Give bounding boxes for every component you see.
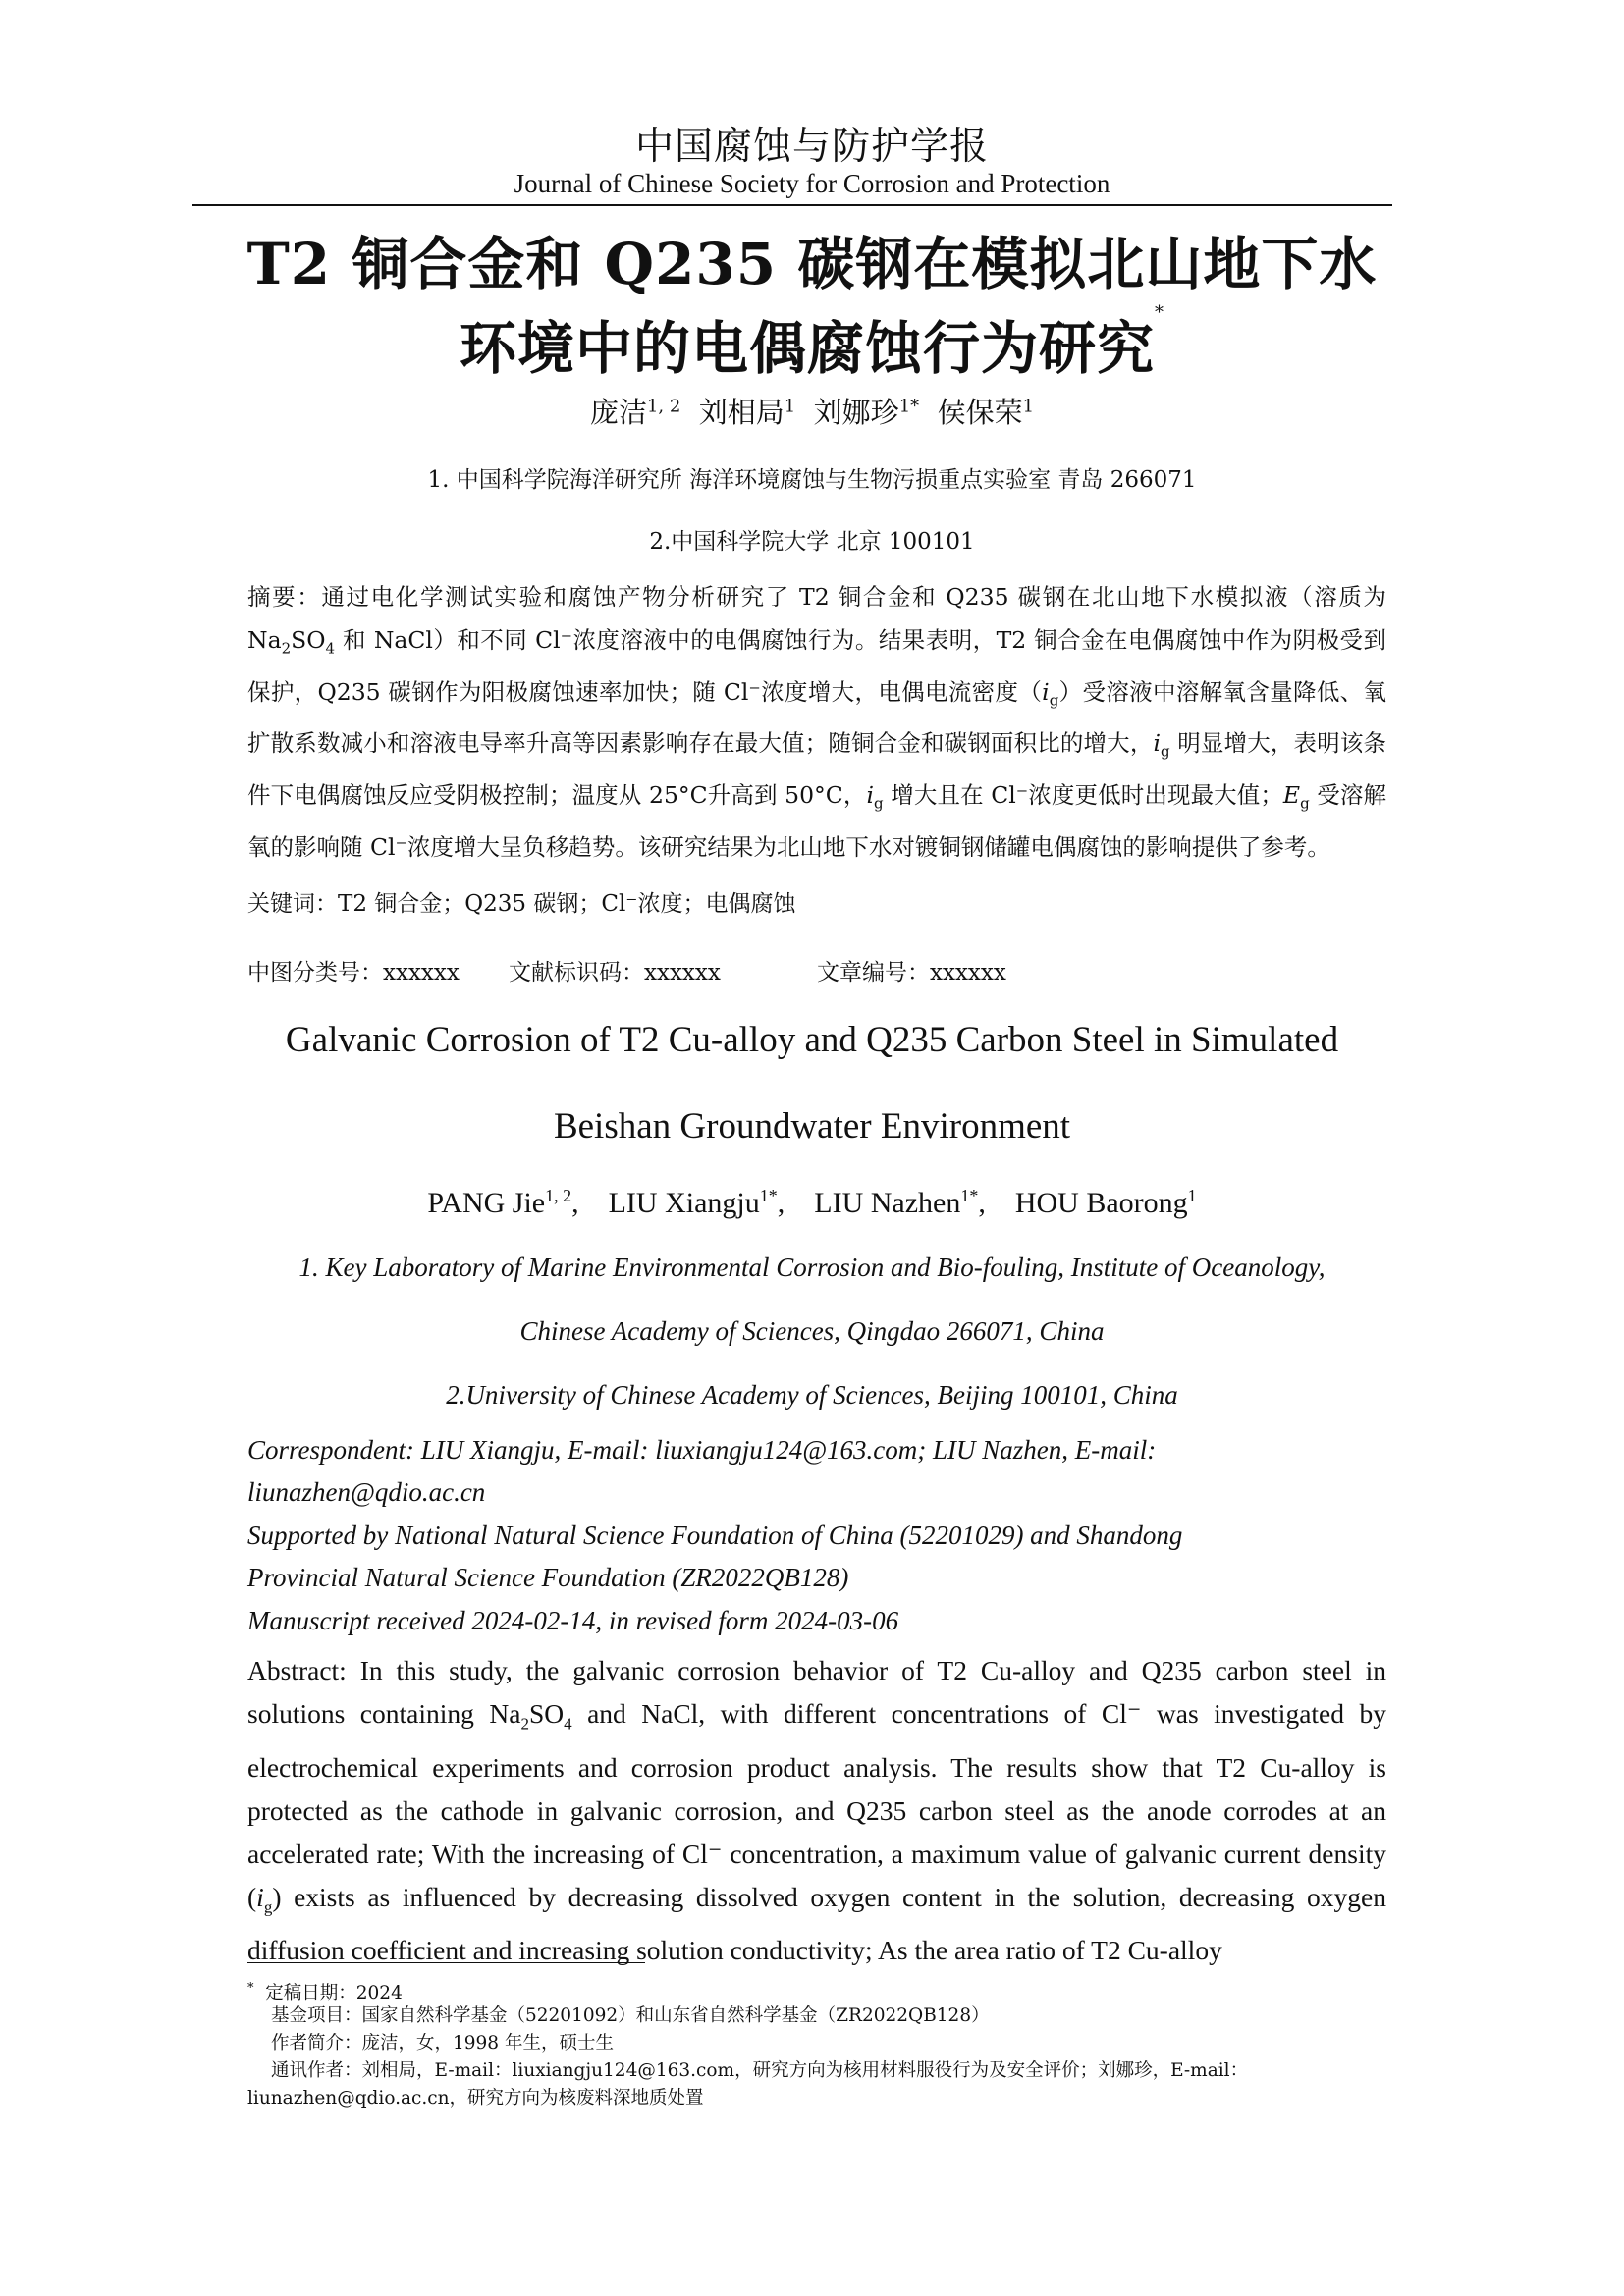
support-line1: Supported by National Natural Science Foundation of China (52201029) and Shandong [247, 1521, 1183, 1550]
keywords-text: T2 铜合金；Q235 碳钢；Cl⁻浓度；电偶腐蚀 [338, 891, 796, 917]
abstract-en-text: Abstract: In this study, the galvanic corrosion behavior of T2 Cu-alloy and Q235 carbon steel in solutions containing Na [247, 1655, 1386, 1729]
article-number-value: xxxxxx [930, 960, 1006, 986]
author-en-sup: 1* [960, 1186, 979, 1205]
authors-en: PANG Jie$^{1, 2}$, LIU Xiangju$^{1*}$, LIU Nazhen$^{1*}$, HOU Baorong$^1$ [427, 1186, 1197, 1219]
footnote-contact-line2: liunazhen@qdio.ac.cn，研究方向为核废料深地质处置 [247, 2088, 704, 2109]
journal-name-en: Journal of Chinese Society for Corrosion and Protection [514, 169, 1110, 198]
subscript: g [263, 1897, 273, 1916]
correspondent-line2: liunazhen@qdio.ac.cn [247, 1477, 486, 1507]
author-cn-name: 侯保荣 [937, 396, 1023, 429]
subscript: 2 [281, 639, 292, 658]
doc-label: 文献标识码： [509, 960, 644, 986]
author-en-4 [1015, 1187, 1197, 1219]
title-en-line1: Galvanic Corrosion of T2 Cu-alloy and Q235 Carbon Steel in Simulated [285, 1020, 1339, 1060]
footnote-contact-line1: 通讯作者：刘相局，E-mail：liuxiangju124@163.com，研究方向为核用材料服役行为及安全评价；刘娜珍，E-mail： [271, 2060, 1249, 2081]
header-rule [192, 204, 1392, 206]
author-cn-4 [938, 396, 1034, 429]
abstract-en-text: ) exists as influenced by decreasing dissolved oxygen content in the solution, decreasing oxygen diffusion coefficient and increasing solution conductivity; As the area ratio of T2 Cu-alloy [247, 1881, 1386, 1965]
abstract-en-text: SO [528, 1698, 565, 1729]
title-cn-line2-text: 环境中的电偶腐蚀行为研究 [459, 315, 1155, 382]
footnote-bio: 作者简介：庞洁，女，1998 年生，硕士生 [271, 2033, 614, 2054]
abstract-cn-text: 增大且在 Cl⁻浓度更低时出现最大值； [883, 781, 1283, 810]
title-footnote-mark: * [1155, 302, 1164, 323]
author-cn-sup: 1* [898, 396, 920, 417]
author-cn-2 [699, 396, 795, 429]
symbol-ig: i [866, 781, 875, 810]
title-cn-line1: T2 铜合金和 Q235 碳钢在模拟北山地下水 [246, 231, 1378, 297]
subscript: g [1049, 691, 1059, 710]
abstract-cn [247, 575, 1386, 869]
abstract-cn-label: 摘要： [247, 583, 322, 611]
title-en-line2: Beishan Groundwater Environment [553, 1106, 1071, 1147]
subscript: g [1161, 743, 1170, 762]
subscript: g [874, 794, 884, 813]
abstract-cn-text: 通过电化学测试实验和腐蚀产物分析研究了 T2 铜合金和 Q235 碳钢在北山地下水模拟液（溶质为 Na [247, 583, 1387, 654]
symbol-ig: i [256, 1881, 264, 1912]
author-en-1 [427, 1187, 571, 1219]
author-en-sup: 1 [1187, 1186, 1197, 1205]
footnote-mark: * [247, 1981, 254, 1996]
manuscript-dates: Manuscript received 2024-02-14, in revised form 2024-03-06 [247, 1606, 899, 1635]
affiliation-cn-2: 2.中国科学院大学 北京 100101 [649, 529, 975, 555]
author-cn-1 [590, 396, 680, 429]
author-en-name: LIU Xiangju [608, 1187, 760, 1219]
abstract-cn-text: 明显增大，表明该条件下电偶腐蚀反应受阴极控制；温度从 25°C升高到 50°C， [247, 729, 1386, 810]
author-cn-3 [814, 396, 919, 429]
abstract-cn-text: ）受溶液中溶解氧含量降低、氧扩散系数减小和溶液电导率升高等因素影响存在最大值；随铜合金和碳钢面积比的增大， [247, 677, 1386, 758]
affiliation-en-1b: Chinese Academy of Sciences, Qingdao 266071, China [519, 1316, 1105, 1346]
affiliation-en-1a: 1. Key Laboratory of Marine Environmental Corrosion and Bio-fouling, Institute of Oceanology, [298, 1253, 1326, 1282]
title-cn-line2 [0, 302, 1624, 385]
subscript: 4 [325, 639, 336, 658]
symbol-ig: i [1042, 677, 1050, 706]
author-en-name: HOU Baorong [1014, 1187, 1188, 1219]
correspondent-line1: Correspondent: LIU Xiangju, E-mail: liuxiangju124@163.com; LIU Nazhen, E-mail: [247, 1435, 1157, 1465]
article-number-label: 文章编号： [817, 960, 930, 986]
author-cn-name: 庞洁 [589, 396, 647, 429]
author-en-sup: 1, 2 [545, 1186, 572, 1205]
doc-code [509, 954, 721, 987]
subscript: 4 [564, 1714, 572, 1734]
abstract-en [247, 1649, 1386, 1972]
author-en-name: LIU Nazhen [814, 1187, 961, 1219]
affiliation-cn-1: 1. 中国科学院海洋研究所 海洋环境腐蚀与生物污损重点实验室 青岛 266071 [427, 467, 1197, 493]
abstract-cn-text: SO [291, 626, 326, 654]
symbol-ig: i [1153, 729, 1162, 758]
authors-cn [0, 391, 1624, 431]
keywords-cn [247, 885, 795, 918]
author-cn-sup: 1 [784, 396, 796, 417]
author-en-sup: 1* [759, 1186, 778, 1205]
author-cn-sup: 1 [1022, 396, 1035, 417]
author-cn-sup: 1, 2 [646, 396, 681, 417]
support-line2: Provincial Natural Science Foundation (ZR2022QB128) [247, 1563, 849, 1592]
footnote-date-text: 定稿日期：2024 [265, 1983, 403, 2004]
author-en-3 [814, 1187, 978, 1219]
footnote-fund: 基金项目：国家自然科学基金（52201092）和山东省自然科学基金（ZR2022QB128） [271, 2005, 990, 2026]
clc-label: 中图分类号： [247, 960, 383, 986]
subscript: 2 [520, 1714, 529, 1734]
author-en-name: PANG Jie [427, 1187, 546, 1219]
doc-value: xxxxxx [644, 960, 721, 986]
abstract-cn-text: 受溶解氧的影响随 Cl⁻浓度增大呈负移趋势。该研究结果为北山地下水对镀铜钢储罐电偶腐蚀的影响提供了参考。 [247, 781, 1386, 861]
subscript: g [1300, 794, 1310, 813]
author-en-2 [609, 1187, 778, 1219]
author-cn-name: 刘相局 [698, 396, 785, 429]
footnote-rule [247, 1962, 645, 1963]
clc-number [247, 954, 460, 987]
journal-name-cn: 中国腐蚀与防护学报 [634, 125, 989, 169]
symbol-eg: E [1282, 781, 1301, 810]
author-cn-name: 刘娜珍 [813, 396, 899, 429]
article-number [817, 954, 1006, 987]
keywords-label: 关键词： [247, 891, 338, 917]
abstract-cn-text: 和 NaCl）和不同 Cl⁻浓度溶液中的电偶腐蚀行为。结果表明，T2 铜合金在电偶腐蚀中作为阴极受到保护，Q235 碳钢作为阳极腐蚀速率加快；随 Cl⁻浓度增大，电偶电流密度（ [247, 626, 1386, 706]
clc-value: xxxxxx [383, 960, 460, 986]
abstract-en-text: and NaCl, with different concentrations of Cl⁻ was investigated by electrochemical experiments and corrosion product analysis. The results show that T2 Cu-alloy is protected as the cathode in galvanic corrosion, and Q235 carbon steel as the anode corrodes at an accelerated rate; With the increasing of Cl⁻ concentration, a maximum value of galvanic current density ( [247, 1698, 1386, 1912]
affiliation-en-2: 2.University of Chinese Academy of Sciences, Beijing 100101, China [446, 1380, 1178, 1410]
